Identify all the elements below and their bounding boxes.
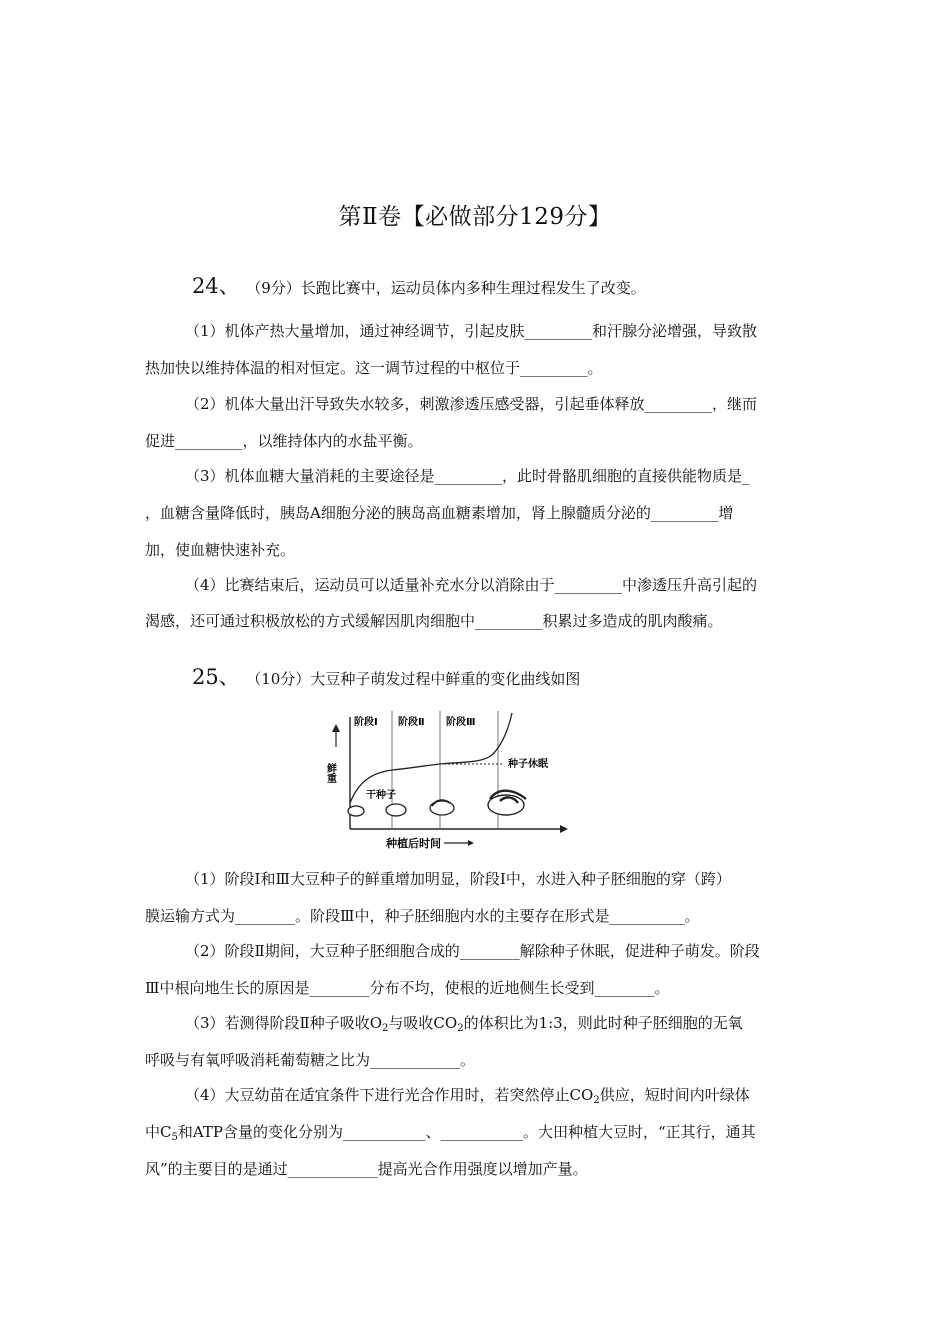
section-title: 第Ⅱ卷【必做部分129分】 [338, 204, 612, 230]
q24-line: 热加快以维持体温的相对恒定。这一调节过程的中枢位于_________。 [145, 359, 603, 377]
subscript: 2 [593, 1095, 600, 1106]
stage-3-label: 阶段Ⅲ [446, 717, 476, 728]
q24-line: 促进_________，以维持体内的水盐平衡。 [145, 432, 423, 450]
q25-line-part: 中C [145, 1123, 172, 1141]
stage-1-label: 阶段Ⅰ [354, 717, 378, 728]
subscript: 2 [382, 1023, 389, 1034]
q24-line: 渴感，还可通过积极放松的方式缓解因肌肉细胞中_________积累过多造成的肌肉酸痛。 [145, 612, 723, 630]
y-axis-label: 鲜重 [324, 763, 336, 783]
subscript: 2 [457, 1023, 464, 1034]
x-label-arrowhead [468, 840, 474, 846]
dry-seed-label: 干种子 [366, 790, 396, 801]
q25-line: Ⅲ中根向地生长的原因是________分布不均，使根的近地侧生长受到________。 [145, 979, 670, 997]
q25-line-part: 供应，短时间内叶绿体 [599, 1086, 750, 1104]
seed-fresh-weight-figure [322, 705, 572, 851]
q25-line-part: 和ATP含量的变化分别为___________、___________。大田种植大豆时，“正其行，通其 [177, 1123, 756, 1141]
dormant-seed-label: 种子休眠 [508, 759, 548, 770]
dry-seed-icon [348, 806, 364, 816]
q25-line: 风”的主要目的是通过____________提高光合作用强度以增加产量。 [145, 1160, 588, 1178]
question-intro: （10分）大豆种子萌发过程中鲜重的变化曲线如图 [253, 670, 581, 688]
q25-line [185, 1016, 743, 1034]
subscript: 5 [171, 1132, 178, 1143]
q24-line: （4）比赛结束后，运动员可以适量补充水分以消除由于_________中渗透压升高引起的 [185, 576, 758, 594]
x-axis-label: 种植后时间 [386, 837, 441, 850]
y-label-arrowhead [332, 724, 340, 732]
question-number: 24、 [192, 274, 240, 298]
q25-line-part: 的体积比为1:3，则此时种子胚细胞的无氧 [463, 1014, 743, 1032]
q25-line [185, 1088, 750, 1106]
seed-stage1-icon [386, 804, 406, 816]
q25-line-part: 与吸收CO [388, 1014, 458, 1032]
question-25-header [192, 661, 580, 691]
x-axis-arrow [560, 825, 568, 833]
question-24-header [192, 270, 646, 300]
q25-line [145, 1125, 756, 1143]
stage-2-label: 阶段Ⅱ [398, 717, 425, 728]
q24-line: （3）机体血糖大量消耗的主要途径是_________，此时骨骼肌细胞的直接供能物质是_ [185, 467, 750, 485]
q25-line-part: （4）大豆幼苗在适宜条件下进行光合作用时，若突然停止CO [185, 1086, 594, 1104]
q24-line: 加，使血糖快速补充。 [145, 541, 296, 559]
q25-line-part: （3）若测得阶段Ⅱ种子吸收O [185, 1014, 383, 1032]
q24-line: （1）机体产热大量增加，通过神经调节，引起皮肤_________和汗腺分泌增强，导致散 [185, 322, 758, 340]
q25-line: 呼吸与有氧呼吸消耗葡萄糖之比为____________。 [145, 1051, 476, 1069]
q25-line: （2）阶段Ⅱ期间，大豆种子胚细胞合成的________解除种子休眠，促进种子萌发。阶段 [185, 942, 760, 960]
q24-line: （2）机体大量出汗导致失水较多，刺激渗透压感受器，引起垂体释放_________，继而 [185, 395, 758, 413]
q25-line: （1）阶段Ⅰ和Ⅲ大豆种子的鲜重增加明显，阶段Ⅰ中，水进入种子胚细胞的穿（跨） [185, 870, 731, 888]
q24-line: ，血糖含量降低时，胰岛A细胞分泌的胰岛高血糖素增加，肾上腺髓质分泌的_________增 [145, 504, 734, 522]
question-intro: （9分）长跑比赛中，运动员体内多种生理过程发生了改变。 [253, 279, 646, 297]
question-number: 25、 [192, 665, 240, 689]
q25-line: 膜运输方式为________。阶段Ⅲ中，种子胚细胞内水的主要存在形式是__________。 [145, 907, 700, 925]
